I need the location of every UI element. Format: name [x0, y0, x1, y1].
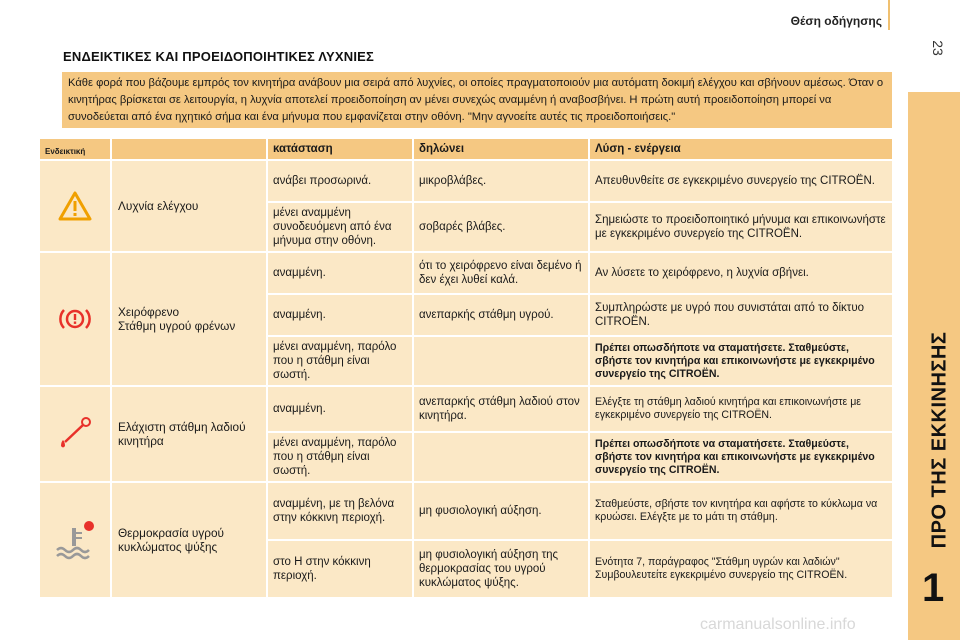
cell-action: Πρέπει οπωσδήποτε να σταματήσετε. Σταθμεύστε, σβήστε τον κινητήρα και επικοινωνήστε με εγκεκριμένο συνεργείο της CITROËN. — [590, 337, 892, 385]
section-intro: Κάθε φορά που βάζουμε εμπρός τον κινητήρα ανάβουν μια σειρά από λυχνίες, οι οποίες πραγματοποιούν μια αυτόματη δοκιμή ελέγχου και σβήνουν αμέσως. Όταν ο κινητήρας βρίσκεται σε λειτουργία, η λυχνία αποτελεί προειδοποίηση αν μένει συνεχώς αναμμένη ή αναβοσβήνει. Η πρώτη αυτή προειδοποίηση μπορεί να συνοδεύεται από ένα ηχητικό σήμα και ένα μήνυμα που εμφανίζεται στην οθόνη. "Μην αγνοείτε αυτές τις προειδοποιήσεις." — [62, 72, 892, 128]
icon-cell — [40, 161, 110, 251]
group-name: Θερμοκρασία υγρού κυκλώματος ψύξης — [112, 483, 266, 597]
table-row — [268, 483, 892, 539]
cell-means: μη φυσιολογική αύξηση της θερμοκρασίας του υγρού κυκλώματος ψύξης. — [414, 541, 588, 597]
cell-means: μικροβλάβες. — [414, 161, 588, 201]
group-name: Ελάχιστη στάθμη λαδιού κινητήρα — [112, 387, 266, 481]
cell-means: μη φυσιολογική αύξηση. — [414, 483, 588, 539]
table-row — [268, 337, 892, 385]
cell-state: μένει αναμμένη, παρόλο που η στάθμη είναι σωστή. — [268, 337, 412, 385]
cell-action: Ενότητα 7, παράγραφος "Στάθμη υγρών και λαδιών" Συμβουλευτείτε εγκεκριμένο συνεργείο της CITROËN. — [590, 541, 892, 597]
cell-means — [414, 337, 588, 385]
table-group-handbrake — [40, 253, 892, 385]
table-row — [268, 433, 892, 481]
icon-cell — [40, 483, 110, 597]
oil-pressure-icon — [55, 414, 95, 454]
cell-action: Απευθυνθείτε σε εγκεκριμένο συνεργείο της CITROËN. — [590, 161, 892, 201]
table-row — [268, 161, 892, 201]
cell-action: Σταθμεύστε, σβήστε τον κινητήρα και αφήστε το κύκλωμα να κρυώσει. Ελέγξτε με το μάτι τη στάθμη. — [590, 483, 892, 539]
cell-means: ανεπαρκής στάθμη λαδιού στον κινητήρα. — [414, 387, 588, 431]
icon-cell — [40, 253, 110, 385]
table-group-control-light — [40, 161, 892, 251]
header-means: δηλώνει — [414, 139, 588, 159]
cell-action: Σημειώστε το προειδοποιητικό μήνυμα και επικοινωνήστε με εγκεκριμένο συνεργείο της CITROËN. — [590, 203, 892, 251]
watermark: carmanualsonline.info — [700, 616, 856, 633]
cell-means: ότι το χειρόφρενο είναι δεμένο ή δεν έχει λυθεί καλά. — [414, 253, 588, 293]
table-header — [40, 139, 892, 159]
table-row — [268, 203, 892, 251]
header-divider — [888, 0, 890, 30]
cell-action: Συμπληρώστε με υγρό που συνιστάται από το δίκτυο CITROËN. — [590, 295, 892, 335]
table-row — [268, 387, 892, 431]
table-row — [268, 541, 892, 597]
header-indicator: Ενδεικτική — [40, 139, 110, 159]
cell-state: μένει αναμμένη συνοδευόμενη από ένα μήνυμα στην οθόνη. — [268, 203, 412, 251]
header-name — [112, 139, 266, 159]
chapter-number: 1 — [922, 566, 945, 610]
brake-warning-icon — [58, 306, 92, 332]
cell-state: μένει αναμμένη, παρόλο που η στάθμη είναι σωστή. — [268, 433, 412, 481]
cell-means: ανεπαρκής στάθμη υγρού. — [414, 295, 588, 335]
cell-action: Αν λύσετε το χειρόφρενο, η λυχνία σβήνει. — [590, 253, 892, 293]
table-group-coolant — [40, 483, 892, 597]
table-row — [268, 295, 892, 335]
warning-lights-table — [40, 139, 892, 599]
cell-action: Πρέπει οπωσδήποτε να σταματήσετε. Σταθμεύστε, σβήστε τον κινητήρα και επικοινωνήστε με εγκεκριμένο συνεργείο της CITROËN. — [590, 433, 892, 481]
cell-state: αναμμένη. — [268, 253, 412, 293]
warning-triangle-icon — [58, 191, 92, 221]
header-action: Λύση - ενέργεια — [590, 139, 892, 159]
table-row — [268, 253, 892, 293]
page-number: 23 — [930, 40, 947, 56]
cell-means — [414, 433, 588, 481]
cell-state: αναμμένη. — [268, 295, 412, 335]
icon-cell — [40, 387, 110, 481]
section-title: ΕΝΔΕΙΚΤΙΚΕΣ ΚΑΙ ΠΡΟΕΙΔΟΠΟΙΗΤΙΚΕΣ ΛΥΧΝΙΕΣ — [63, 49, 375, 64]
cell-action: Ελέγξτε τη στάθμη λαδιού κινητήρα και επικοινωνήστε με εγκεκριμένο συνεργείο της CITROËN. — [590, 387, 892, 431]
cell-state: ανάβει προσωρινά. — [268, 161, 412, 201]
group-name: Χειρόφρενο Στάθμη υγρού φρένων — [112, 253, 266, 385]
table-group-oil — [40, 387, 892, 481]
header-title: Θέση οδήγησης — [790, 14, 882, 28]
cell-state: αναμμένη, με τη βελόνα στην κόκκινη περιοχή. — [268, 483, 412, 539]
chapter-label: ΠΡΟ ΤΗΣ ΕΚΚΙΝΗΣΗΣ — [928, 331, 951, 549]
group-name: Λυχνία ελέγχου — [112, 161, 266, 251]
cell-state: στο H στην κόκκινη περιοχή. — [268, 541, 412, 597]
coolant-temperature-icon — [53, 520, 97, 560]
cell-state: αναμμένη. — [268, 387, 412, 431]
page-header — [0, 0, 960, 40]
header-state: κατάσταση — [268, 139, 412, 159]
cell-means: σοβαρές βλάβες. — [414, 203, 588, 251]
